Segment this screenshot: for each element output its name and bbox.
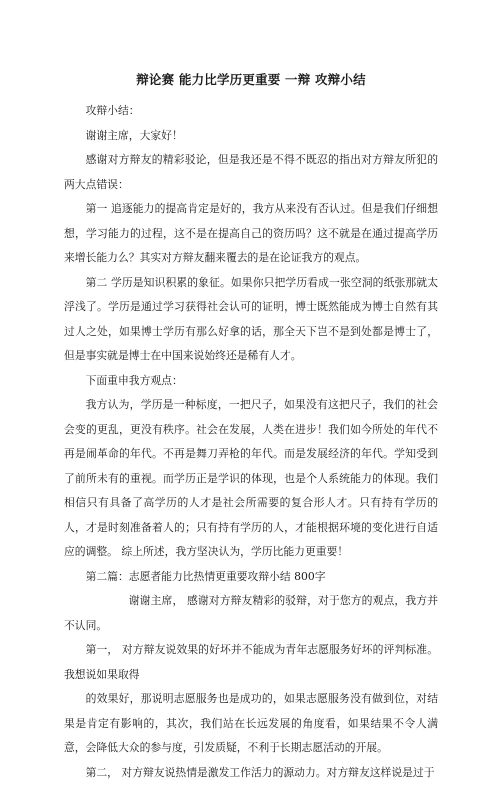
paragraph-restate-heading: 下面重申我方观点： (64, 369, 438, 394)
paragraph-second-article-heading: 第二篇：志愿者能力比热情更重要攻辩小结 800字 (64, 565, 438, 590)
paragraph-second-point-two: 第二， 对方辩友说热情是激发工作活力的源动力。对方辩友这样说是过于 (64, 761, 438, 785)
paragraph-summary-heading: 攻辩小结： (64, 99, 438, 124)
paragraph-greeting: 谢谢主席，大家好！ (64, 124, 438, 149)
paragraph-second-point-one: 第一， 对方辩友说效果的好坏并不能成为青年志愿服务好坏的评判标准。我想说如果取得 (64, 638, 438, 687)
paragraph-point-two: 第二 学历是知识积累的象征。如果你只把学历看成一张空洞的纸张那就太浮浅了。学历是通过学习获得社会认可的证明，博士既然能成为博士自然有其过人之处，如果博士学历有那么好拿的话，那全天下岂不是到处都是博士了，但是事实就是博士在中国来说始终还是稀有人才。 (64, 271, 438, 369)
paragraph-second-greeting: 谢谢主席， 感谢对方辩友精彩的驳辩，对于您方的观点，我方并不认同。 (64, 589, 438, 638)
paragraph-point-one: 第一 追逐能力的提高肯定是好的，我方从来没有否认过。但是我们仔细想想，学习能力的过程，这不是在提高自己的资历吗？这不就是在通过提高学历来增长能力么？其实对方辩友翻来覆去的是在论证我方的观点。 (64, 197, 438, 271)
paragraph-two-errors: 感谢对方辩友的精彩驳论，但是我还是不得不既忍的指出对方辩友所犯的两大点错误： (64, 148, 438, 197)
paragraph-second-point-one-cont: 的效果好，那说明志愿服务也是成功的，如果志愿服务没有做到位，对结果是肯定有影响的，其次，我们站在长远发展的角度看，如果结果不令人满意，会降低大众的参与度，引发质疑，不利于长期志愿活动的开展。 (64, 687, 438, 761)
document-title: 辩论赛 能力比学历更重要 一辩 攻辩小结 (64, 70, 438, 90)
paragraph-our-view: 我方认为，学历是一种标度，一把尺子，如果没有这把尺子，我们的社会会变的更乱，更没有秩序。社会在发展，人类在进步！我们如今所处的年代不再是闹革命的年代。不再是舞刀弄枪的年代。而是发展经济的年代。学知受到了前所未有的重视。而学历正是学识的体现，也是个人系统能力的体现。我们相信只有具备了高学历的人才是社会所需要的复合形人才。只有持有学历的人，才是时刻准备着人的；只有持有学历的人，才能根据环境的变化进行自适应的调整。 综上所述，我方坚决认为，学历比能力更重要！ (64, 393, 438, 565)
